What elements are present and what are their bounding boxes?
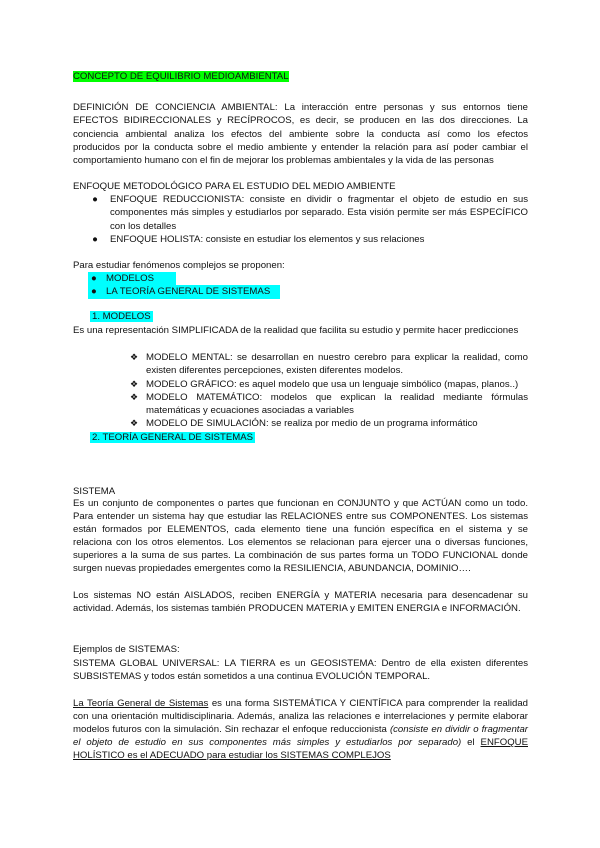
modelos-types-list — [129, 351, 528, 431]
diamond-bullet-icon: ❖ — [129, 352, 139, 362]
proponen-list — [90, 272, 290, 299]
ejemplos-paragraph: SISTEMA GLOBAL UNIVERSAL: LA TIERRA es un GEOSISTEMA: Dentro de ella existen diferentes SUBSISTEMAS y todos están sometidos a una continua EVOLUCIÓN TEMPORAL. — [73, 658, 528, 683]
enfoque-holista-text: ENFOQUE HOLISTA: consiste en estudiar los elementos y sus relaciones — [110, 233, 425, 245]
conciencia-label: DEFINICIÓN DE CONCIENCIA AMBIENTAL: — [73, 102, 278, 113]
tgs-text: es una forma SISTEMÁTICA Y CIENTÍFICA para comprender la realidad con una orientación multidisciplinaria. Además, analiza las relaciones e interrelaciones y permite elaborar modelos futuros con la simulación. Sin rechazar el enfoque reduccionista — [73, 698, 529, 735]
proponen-item-label: LA TEORÍA GENERAL DE SISTEMAS — [106, 286, 271, 298]
modelo-mental-text: MODELO MENTAL: se desarrollan en nuestro cerebro para explicar la realidad, como existen diferentes percepciones, existen diferentes modelos. — [146, 352, 528, 377]
diamond-bullet-icon: ❖ — [129, 418, 139, 429]
modelo-matematico-item — [129, 391, 528, 418]
modelo-simulacion-text: MODELO DE SIMULACIÓN: se realiza por medio de un programa informático — [146, 418, 478, 430]
tgs-paragraph — [73, 697, 528, 762]
aislados-paragraph: Los sistemas NO están AISLADOS, reciben ENERGÍA y MATERIA necesaria para desencadenar su actividad. Además, los sistemas también PRODUCEN MATERIA y EMITEN ENERGIA e INFORMACIÓN. — [73, 590, 528, 614]
tgs-final: ENFOQUE HOLÍSTICO es el ADECUADO para estudiar los SISTEMAS COMPLEJOS — [73, 737, 528, 761]
enfoque-holista-item — [92, 233, 528, 246]
proponen-item-teoria — [88, 285, 280, 298]
sistema-paragraph: Es un conjunto de componentes o partes que funcionan en CONJUNTO y que ACTÚAN como un todo. Para entender un sistema hay que estudiar las RELACIONES entre sus COMPONENTES. Los sistemas están formados por ELEMENTOS, cada elemento tiene una función específica en el sistema y se relaciona con los otros elementos. Los elementos se relacionan para ejercer una o diversas funciones, superiores a la suma de sus partes. La combinación de sus partes forma un TODO FUNCIONAL donde surgen nuevas propiedades emergentes como la RESILIENCIA, ABUNDANCIA, DOMINIO…. — [73, 498, 528, 574]
diamond-bullet-icon: ❖ — [129, 378, 139, 389]
conciencia-line-4: producidos por la conducta sobre el medio ambiente y entender la relación para así poder cambiar el — [73, 141, 528, 153]
tgs-el: el — [467, 737, 475, 748]
conciencia-p2-start: La — [517, 115, 528, 127]
teoria-heading — [90, 431, 290, 444]
conciencia-paragraph — [73, 101, 528, 167]
modelo-grafico-item — [129, 378, 528, 391]
title-highlight: CONCEPTO DE EQUILIBRIO MEDIOAMBIENTAL — [73, 71, 289, 82]
modelo-matematico-text: MODELO MATEMÁTICO: modelos que explican la realidad mediante fórmulas matemáticas y ecuaciones asociadas a variables — [146, 391, 528, 417]
proponen-item-label: MODELOS — [106, 273, 154, 284]
conciencia-line-5: comportamiento humano con el fin de mejorar los problemas ambientales y la vida de las personas — [73, 155, 494, 167]
tgs-term: La Teoría General de Sistemas — [73, 698, 209, 709]
conciencia-line-1 — [73, 101, 528, 114]
proponen-item-modelos — [88, 272, 176, 285]
conciencia-line-2 — [73, 114, 528, 127]
bullet-icon: ● — [91, 273, 97, 284]
tgs-quote: (consiste en dividir o fragmentar el objeto de estudio en sus componentes más simples y estudiarlos por separado) — [73, 724, 528, 748]
enfoque-list — [92, 193, 528, 246]
modelos-definition: Es una representación SIMPLIFICADA de la realidad que facilita su estudio y permite hacer predicciones — [73, 325, 519, 336]
bullet-icon: ● — [92, 233, 98, 245]
enfoque-reduccionista-item — [92, 193, 528, 233]
bullet-icon: ● — [92, 194, 98, 205]
conciencia-line2-text: EFECTOS BIDIRECCIONALES y RECÍPROCOS, es decir, se producen en las dos direcciones. — [73, 115, 512, 127]
ejemplos-title: Ejemplos de SISTEMAS: — [73, 644, 180, 655]
proponen-intro: Para estudiar fenómenos complejos se proponen: — [73, 260, 285, 271]
conciencia-line1-text: La interacción entre personas y sus entornos tiene — [284, 102, 528, 113]
sistema-title: SISTEMA — [73, 486, 116, 497]
modelo-grafico-text: MODELO GRÁFICO: es aquel modelo que usa un lenguaje simbólico (mapas, planos..) — [146, 378, 519, 390]
modelos-heading-text: 1. MODELOS — [92, 311, 151, 322]
teoria-heading-text: 2. TEORÍA GENERAL DE SISTEMAS — [92, 432, 254, 443]
bullet-icon: ● — [91, 286, 97, 298]
diamond-bullet-icon: ❖ — [129, 391, 139, 402]
modelo-simulacion-item — [129, 417, 528, 430]
enfoque-reduccionista-text: ENFOQUE REDUCCIONISTA: consiste en dividir o fragmentar el objeto de estudio en sus componentes más simples y estudiarlos por separado. Esta visión permite ser más ESPECÍFICO con los detalles — [110, 194, 528, 232]
modelos-heading — [90, 310, 290, 323]
enfoque-heading: ENFOQUE METODOLÓGICO PARA EL ESTUDIO DEL MEDIO AMBIENTE — [73, 181, 396, 192]
modelo-mental-item — [129, 351, 528, 378]
document-title — [73, 70, 528, 83]
conciencia-line-3: conciencia ambiental analiza los efectos del ambiente sobre la conducta así como los efectos — [73, 128, 528, 140]
